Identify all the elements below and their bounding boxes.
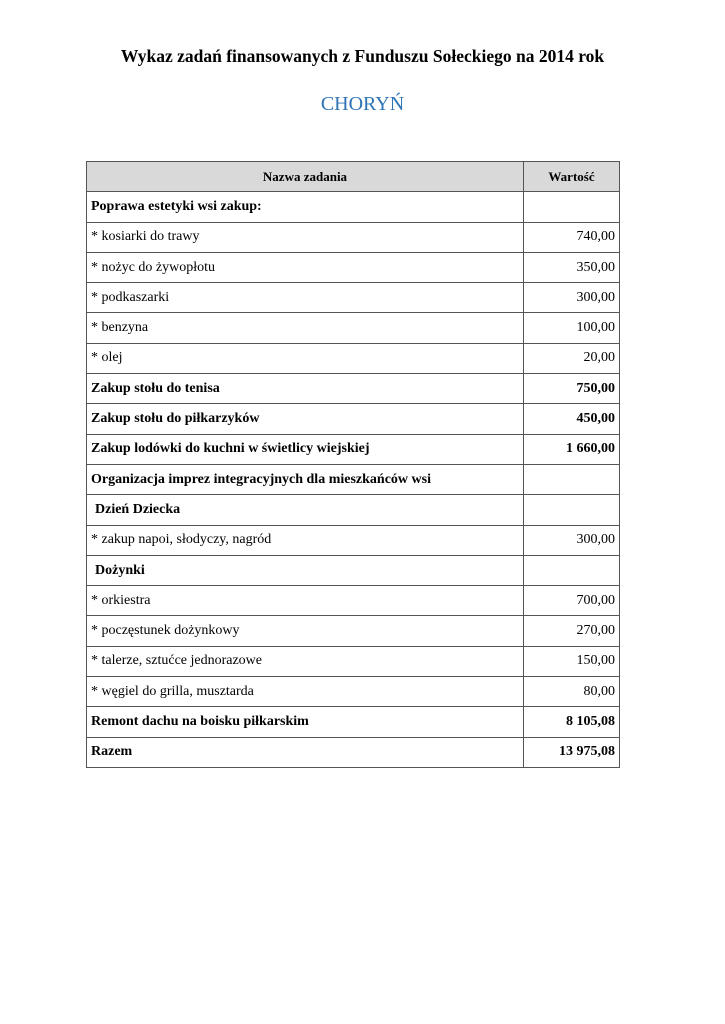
table-row — [87, 374, 620, 404]
task-name-cell: Zakup lodówki do kuchni w świetlicy wiejskiej — [87, 434, 524, 464]
task-value-cell: 20,00 — [524, 343, 620, 373]
task-value-cell: 350,00 — [524, 252, 620, 282]
task-name-cell: Dzień Dziecka — [87, 495, 524, 525]
total-value: 13 975,08 — [524, 737, 620, 767]
total-label: Razem — [87, 737, 524, 767]
table-row — [87, 707, 620, 737]
task-name-cell: Poprawa estetyki wsi zakup: — [87, 192, 524, 222]
table-row — [87, 555, 620, 585]
table-row — [87, 404, 620, 434]
column-header-task-name: Nazwa zadania — [87, 162, 524, 192]
page-title: Wykaz zadań finansowanych z Funduszu Sołeckiego na 2014 rok — [120, 46, 605, 66]
tasks-table — [86, 161, 620, 768]
task-value-cell: 300,00 — [524, 525, 620, 555]
task-value-cell: 300,00 — [524, 283, 620, 313]
task-name-cell: * benzyna — [87, 313, 524, 343]
task-value-cell: 80,00 — [524, 677, 620, 707]
task-value-cell — [524, 495, 620, 525]
task-value-cell: 700,00 — [524, 586, 620, 616]
task-name-cell: * węgiel do grilla, musztarda — [87, 677, 524, 707]
table-row — [87, 252, 620, 282]
village-name: CHORYŃ — [320, 93, 405, 115]
task-value-cell: 8 105,08 — [524, 707, 620, 737]
task-name-cell: * kosiarki do trawy — [87, 222, 524, 252]
table-row — [87, 434, 620, 464]
task-name-cell: Zakup stołu do tenisa — [87, 374, 524, 404]
task-value-cell: 750,00 — [524, 374, 620, 404]
task-value-cell — [524, 555, 620, 585]
table-row — [87, 677, 620, 707]
table-row — [87, 283, 620, 313]
total-row — [87, 737, 620, 767]
task-name-cell: * talerze, sztućce jednorazowe — [87, 646, 524, 676]
task-value-cell — [524, 464, 620, 494]
task-name-cell: * orkiestra — [87, 586, 524, 616]
task-name-cell: Dożynki — [87, 555, 524, 585]
task-value-cell: 450,00 — [524, 404, 620, 434]
table-row — [87, 313, 620, 343]
table-row — [87, 222, 620, 252]
task-name-cell: Zakup stołu do piłkarzyków — [87, 404, 524, 434]
task-value-cell: 270,00 — [524, 616, 620, 646]
table-row — [87, 192, 620, 222]
task-name-cell: * podkaszarki — [87, 283, 524, 313]
column-header-value: Wartość — [524, 162, 620, 192]
task-name-cell: * olej — [87, 343, 524, 373]
table-row — [87, 616, 620, 646]
task-name-cell: Remont dachu na boisku piłkarskim — [87, 707, 524, 737]
table-row — [87, 525, 620, 555]
table-row — [87, 646, 620, 676]
task-value-cell: 100,00 — [524, 313, 620, 343]
table-row — [87, 343, 620, 373]
task-name-cell: Organizacja imprez integracyjnych dla mieszkańców wsi — [87, 464, 524, 494]
task-value-cell — [524, 192, 620, 222]
task-value-cell: 740,00 — [524, 222, 620, 252]
table-row — [87, 464, 620, 494]
table-body — [87, 192, 620, 737]
task-name-cell: * poczęstunek dożynkowy — [87, 616, 524, 646]
table-row — [87, 495, 620, 525]
task-value-cell: 1 660,00 — [524, 434, 620, 464]
task-value-cell: 150,00 — [524, 646, 620, 676]
task-name-cell: * nożyc do żywopłotu — [87, 252, 524, 282]
task-name-cell: * zakup napoi, słodyczy, nagród — [87, 525, 524, 555]
table-header-row — [87, 162, 620, 192]
table-row — [87, 586, 620, 616]
